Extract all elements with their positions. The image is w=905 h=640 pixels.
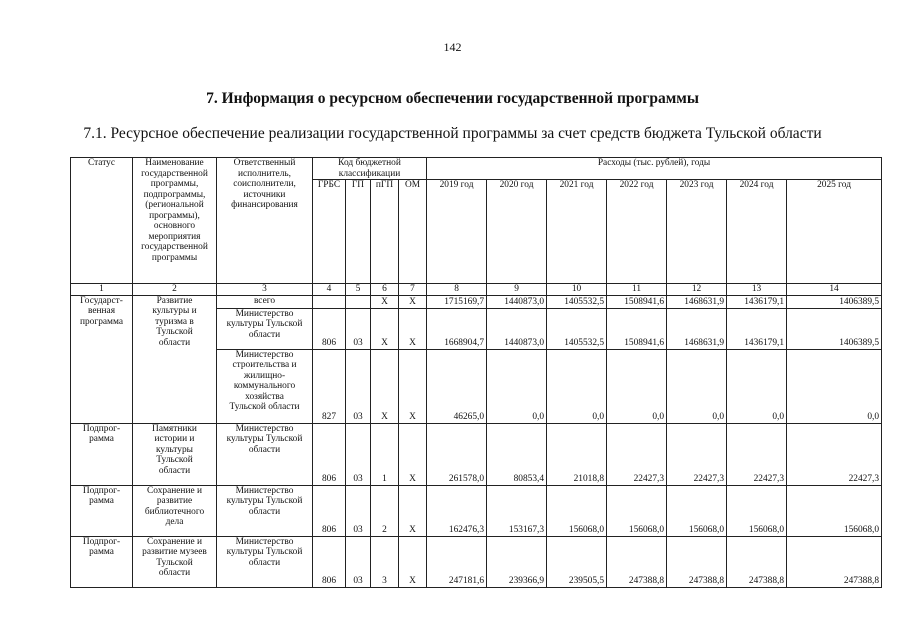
row-status-line: Государст- — [80, 295, 123, 306]
column-number: 11 — [607, 284, 667, 296]
cell-grbs — [313, 295, 346, 308]
cell-grbs: 806 — [313, 423, 346, 485]
header-responsible-line: финансирования — [231, 200, 298, 211]
cell-value: 1406389,5 — [787, 295, 882, 308]
row-source-line: Тульской области — [229, 402, 300, 413]
header-year: 2025 год — [787, 180, 882, 284]
row-status — [71, 295, 133, 423]
row-status-line: рамма — [89, 496, 114, 507]
row-status-line: венная — [87, 306, 116, 317]
header-code: ГРБС — [313, 180, 346, 284]
row-status-line: Подпрог- — [82, 423, 121, 434]
cell-pgp: Х — [371, 349, 399, 423]
cell-pgp: Х — [371, 295, 399, 308]
column-number: 14 — [787, 284, 882, 296]
header-name-line: Наименование — [145, 158, 204, 168]
header-budget-code-line: классификации — [338, 168, 401, 179]
row-status-line: Подпрог- — [82, 485, 121, 496]
row-name-line: Тульской — [156, 327, 193, 338]
cell-gp: 03 — [346, 536, 371, 587]
cell-value: 153167,3 — [487, 485, 547, 536]
cell-gp: 03 — [346, 349, 371, 423]
column-number: 10 — [547, 284, 607, 296]
cell-om: Х — [399, 295, 427, 308]
cell-value: 1436179,1 — [727, 308, 787, 349]
row-status — [71, 485, 133, 536]
row-name-line: культуры и — [152, 306, 197, 317]
cell-value: 0,0 — [607, 349, 667, 423]
cell-value: 239505,5 — [547, 536, 607, 587]
header-name-line: программы, — [150, 179, 199, 190]
header-year: 2024 год — [727, 180, 787, 284]
column-number: 6 — [371, 284, 399, 296]
cell-om: Х — [399, 423, 427, 485]
row-source-line: области — [248, 557, 281, 568]
row-source-line: хозяйства — [245, 391, 284, 402]
row-source-line: культуры Тульской — [226, 547, 303, 558]
cell-value: 156068,0 — [787, 485, 882, 536]
row-name-line: области — [158, 465, 191, 476]
cell-gp: 03 — [346, 485, 371, 536]
header-name-line: государственной — [141, 242, 208, 253]
row-name-line: области — [158, 337, 191, 348]
header-code: пГП — [371, 180, 399, 284]
column-number: 7 — [399, 284, 427, 296]
cell-value: 22427,3 — [667, 423, 727, 485]
row-source-line: области — [248, 444, 281, 455]
cell-grbs: 827 — [313, 349, 346, 423]
row-source — [217, 308, 313, 349]
header-responsible-line: Ответственный — [233, 158, 296, 168]
row-name-line: дела — [165, 517, 184, 528]
cell-value: 0,0 — [487, 349, 547, 423]
row-name — [133, 423, 217, 485]
header-row — [71, 158, 882, 180]
cell-pgp: 1 — [371, 423, 399, 485]
header-code: ГП — [346, 180, 371, 284]
cell-om: Х — [399, 349, 427, 423]
row-name-line: Развитие — [156, 295, 193, 306]
section-heading: 7. Информация о ресурсном обеспечении государственной программы — [206, 90, 699, 107]
cell-gp: 03 — [346, 308, 371, 349]
header-year: 2022 год — [607, 180, 667, 284]
header-responsible-line: источники — [243, 189, 286, 200]
row-name-line: развитие музеев — [142, 547, 207, 558]
cell-value: 247388,8 — [727, 536, 787, 587]
header-budget-code — [313, 158, 427, 180]
cell-value: 1468631,9 — [667, 308, 727, 349]
cell-value: 1406389,5 — [787, 308, 882, 349]
section-subheading: 7.1. Ресурсное обеспечение реализации государственной программы за счет средств бюджета Тульской области — [83, 125, 822, 142]
cell-value: 46265,0 — [427, 349, 487, 423]
row-source-line: Министерство — [235, 485, 294, 496]
cell-value: 1440873,0 — [487, 308, 547, 349]
row-source — [217, 295, 313, 308]
cell-value: 80853,4 — [487, 423, 547, 485]
row-name — [133, 295, 217, 423]
row-source-line: области — [248, 329, 281, 340]
header-name-line: программы), — [149, 210, 200, 221]
cell-value: 21018,8 — [547, 423, 607, 485]
header-name-line: государственной — [141, 168, 208, 179]
row-source — [217, 536, 313, 587]
column-number: 4 — [313, 284, 346, 296]
cell-value: 247388,8 — [787, 536, 882, 587]
cell-value: 1405532,5 — [547, 308, 607, 349]
row-status-line: Подпрог- — [82, 536, 121, 547]
cell-value: 247181,6 — [427, 536, 487, 587]
header-name — [133, 158, 217, 284]
cell-value: 1440873,0 — [487, 295, 547, 308]
row-name — [133, 485, 217, 536]
row-status-line: рамма — [89, 434, 114, 445]
row-source-line: культуры Тульской — [226, 319, 303, 330]
cell-value: 22427,3 — [787, 423, 882, 485]
header-responsible-line: исполнитель, — [237, 168, 292, 179]
cell-value: 22427,3 — [607, 423, 667, 485]
cell-pgp: 2 — [371, 485, 399, 536]
cell-value: 0,0 — [547, 349, 607, 423]
row-source — [217, 423, 313, 485]
row-name-line: культуры — [156, 444, 193, 455]
table-row — [71, 485, 882, 536]
cell-om: Х — [399, 536, 427, 587]
cell-gp: 03 — [346, 423, 371, 485]
cell-value: 22427,3 — [727, 423, 787, 485]
column-number: 2 — [133, 284, 217, 296]
cell-value: 156068,0 — [547, 485, 607, 536]
column-number: 8 — [427, 284, 487, 296]
cell-value: 1405532,5 — [547, 295, 607, 308]
cell-grbs: 806 — [313, 308, 346, 349]
header-name-line: основного — [153, 221, 196, 232]
header-year: 2021 год — [547, 180, 607, 284]
table-row — [71, 423, 882, 485]
row-source-line: области — [248, 506, 281, 517]
header-name-line: (региональной — [145, 200, 204, 211]
row-name-line: Памятники — [152, 423, 197, 434]
header-name-line: программы — [151, 252, 198, 263]
row-status-line: программа — [79, 316, 124, 327]
row-status — [71, 423, 133, 485]
cell-value: 156068,0 — [607, 485, 667, 536]
header-year: 2023 год — [667, 180, 727, 284]
cell-value: 239366,9 — [487, 536, 547, 587]
row-name-line: туризма в — [155, 316, 194, 327]
cell-value: 1508941,6 — [607, 308, 667, 349]
row-source — [217, 349, 313, 423]
column-number-row — [71, 284, 882, 296]
row-source-line: жилищно- — [243, 370, 286, 381]
column-number: 9 — [487, 284, 547, 296]
row-source-line: всего — [253, 296, 276, 307]
row-name-line: Сохранение и — [147, 536, 202, 547]
cell-value: 0,0 — [667, 349, 727, 423]
row-source-line: коммунального — [233, 381, 296, 392]
header-status: Статус — [71, 158, 133, 284]
cell-value: 156068,0 — [667, 485, 727, 536]
row-source-line: Министерство — [235, 349, 294, 360]
row-source-line: культуры Тульской — [226, 434, 303, 445]
header-code: ОМ — [399, 180, 427, 284]
cell-gp — [346, 295, 371, 308]
cell-value: 0,0 — [727, 349, 787, 423]
row-name-line: Сохранение и — [147, 485, 202, 496]
row-source-line: Министерство — [235, 423, 294, 434]
cell-value: 1468631,9 — [667, 295, 727, 308]
table-row — [71, 536, 882, 587]
cell-value: 247388,8 — [667, 536, 727, 587]
header-name-line: мероприятия — [148, 231, 201, 242]
cell-value: 1508941,6 — [607, 295, 667, 308]
header-name-line: подпрограммы, — [143, 189, 206, 200]
column-number: 13 — [727, 284, 787, 296]
header-year: 2020 год — [487, 180, 547, 284]
row-source — [217, 485, 313, 536]
page-number: 142 — [443, 40, 462, 54]
row-source-line: Министерство — [235, 536, 294, 547]
column-number: 1 — [71, 284, 133, 296]
row-source-line: Министерство — [235, 308, 294, 319]
cell-value: 1436179,1 — [727, 295, 787, 308]
cell-value: 0,0 — [787, 349, 882, 423]
cell-om: Х — [399, 485, 427, 536]
row-name-line: истории и — [154, 434, 195, 445]
header-responsible-line: соисполнители, — [233, 179, 296, 190]
cell-value: 261578,0 — [427, 423, 487, 485]
cell-value: 162476,3 — [427, 485, 487, 536]
cell-grbs: 806 — [313, 536, 346, 587]
cell-om: Х — [399, 308, 427, 349]
cell-value: 1715169,7 — [427, 295, 487, 308]
column-number: 5 — [346, 284, 371, 296]
row-name-line: Тульской — [156, 557, 193, 568]
row-name-line: области — [158, 568, 191, 579]
table-row — [71, 295, 882, 308]
cell-value: 1668904,7 — [427, 308, 487, 349]
column-number: 12 — [667, 284, 727, 296]
header-responsible — [217, 158, 313, 284]
column-number: 3 — [217, 284, 313, 296]
cell-pgp: 3 — [371, 536, 399, 587]
row-status — [71, 536, 133, 587]
resource-table — [70, 157, 882, 588]
row-name-line: библиотечного — [144, 506, 205, 517]
header-budget-code-line: Код бюджетной — [338, 158, 401, 168]
row-name — [133, 536, 217, 587]
row-name-line: Тульской — [156, 455, 193, 466]
header-year: 2019 год — [427, 180, 487, 284]
cell-value: 156068,0 — [727, 485, 787, 536]
row-source-line: строительства и — [232, 360, 297, 371]
cell-grbs: 806 — [313, 485, 346, 536]
header-expenses: Расходы (тыс. рублей), годы — [427, 158, 882, 180]
cell-value: 247388,8 — [607, 536, 667, 587]
cell-pgp: Х — [371, 308, 399, 349]
row-status-line: рамма — [89, 547, 114, 558]
row-source-line: культуры Тульской — [226, 496, 303, 507]
row-name-line: развитие — [156, 496, 193, 507]
